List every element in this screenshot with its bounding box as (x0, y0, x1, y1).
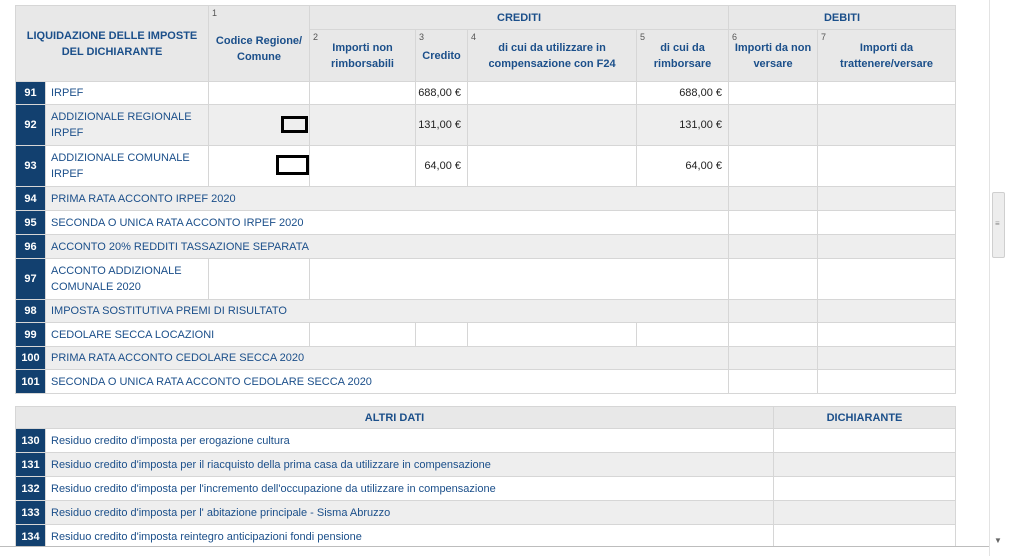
rimborsare-cell[interactable]: 688,00 € (637, 82, 729, 105)
table-row (16, 187, 956, 211)
row-label: ACCONTO ADDIZIONALE COMUNALE 2020 (46, 259, 209, 300)
trattenere-cell[interactable] (818, 347, 956, 370)
row-number: 132 (16, 477, 46, 501)
non-versare-cell[interactable] (729, 347, 818, 370)
row-number: 99 (16, 323, 46, 347)
table-row (16, 235, 956, 259)
row-label: ACCONTO 20% REDDITI TASSAZIONE SEPARATA (46, 235, 729, 259)
row-label: Residuo credito d'imposta per l'incremento dell'occupazione da utilizzare in compensazione (46, 477, 774, 501)
row-label: Residuo credito d'imposta reintegro anticipazioni fondi pensione (46, 525, 774, 549)
window-bottom-edge (0, 546, 989, 557)
vertical-scrollbar[interactable] (989, 0, 1007, 556)
table-row (16, 429, 956, 453)
row-number: 92 (16, 105, 46, 146)
redacted-box (281, 116, 308, 133)
col-header-rimborsare: 5 di cui da rimborsare (637, 30, 729, 82)
row-number: 98 (16, 300, 46, 323)
rimborsare-cell[interactable] (637, 323, 729, 347)
compensazione-cell[interactable] (468, 146, 637, 187)
dichiarante-cell[interactable] (774, 429, 956, 453)
row-number: 95 (16, 211, 46, 235)
credito-cell[interactable]: 688,00 € (416, 82, 468, 105)
trattenere-cell[interactable] (818, 187, 956, 211)
trattenere-cell[interactable] (818, 235, 956, 259)
non-versare-cell[interactable] (729, 323, 818, 347)
row-number: 130 (16, 429, 46, 453)
credito-cell[interactable]: 131,00 € (416, 105, 468, 146)
non-versare-cell[interactable] (729, 82, 818, 105)
col-header-credito: 3 Credito (416, 30, 468, 82)
liquidazione-title: LIQUIDAZIONE DELLE IMPOSTE DEL DICHIARANTE (16, 6, 209, 82)
row-number: 96 (16, 235, 46, 259)
row-label: Residuo credito d'imposta per il riacquisto della prima casa da utilizzare in compensazione (46, 453, 774, 477)
row-number: 94 (16, 187, 46, 211)
row-number: 91 (16, 82, 46, 105)
trattenere-cell[interactable] (818, 211, 956, 235)
col-header-compensazione: 4 di cui da utilizzare in compensazione con F24 (468, 30, 637, 82)
table-row (16, 453, 956, 477)
non-versare-cell[interactable] (729, 259, 818, 300)
trattenere-cell[interactable] (818, 323, 956, 347)
row-label: PRIMA RATA ACCONTO IRPEF 2020 (46, 187, 729, 211)
row-label: PRIMA RATA ACCONTO CEDOLARE SECCA 2020 (46, 347, 729, 370)
non-versare-cell[interactable] (729, 235, 818, 259)
table-row (16, 347, 956, 370)
debiti-header: DEBITI (729, 6, 956, 30)
row-number: 93 (16, 146, 46, 187)
trattenere-cell[interactable] (818, 300, 956, 323)
table-row (16, 82, 956, 105)
rimborsare-cell[interactable]: 64,00 € (637, 146, 729, 187)
liquidazione-table (15, 5, 956, 394)
table-row (16, 146, 956, 187)
codice-cell[interactable] (209, 105, 310, 146)
codice-cell[interactable] (209, 82, 310, 105)
row-number: 134 (16, 525, 46, 549)
compensazione-cell[interactable] (468, 82, 637, 105)
empty-cell (310, 259, 729, 300)
credito-cell[interactable]: 64,00 € (416, 146, 468, 187)
trattenere-cell[interactable] (818, 146, 956, 187)
credito-cell[interactable] (416, 323, 468, 347)
table-row (16, 370, 956, 394)
col-header-codice: 1 Codice Regione/ Comune (209, 6, 310, 82)
col-header-importi-non-rimborsabili: 2 Importi non rimborsabili (310, 30, 416, 82)
crediti-header: CREDITI (310, 6, 729, 30)
dichiarante-cell[interactable] (774, 477, 956, 501)
col-header-trattenere: 7 Importi da trattenere/versare (818, 30, 956, 82)
rimborsare-cell[interactable]: 131,00 € (637, 105, 729, 146)
row-number: 97 (16, 259, 46, 300)
dichiarante-cell[interactable] (774, 501, 956, 525)
table-row (16, 477, 956, 501)
row-number: 133 (16, 501, 46, 525)
importi-non-rimborsabili-cell[interactable] (310, 105, 416, 146)
importi-non-rimborsabili-cell[interactable] (310, 323, 416, 347)
table-row (16, 501, 956, 525)
row-label: SECONDA O UNICA RATA ACCONTO CEDOLARE SECCA 2020 (46, 370, 729, 394)
table-row (16, 323, 956, 347)
non-versare-cell[interactable] (729, 105, 818, 146)
grip-icon: ≡ (995, 219, 1000, 228)
col-header-non-versare: 6 Importi da non versare (729, 30, 818, 82)
row-number: 131 (16, 453, 46, 477)
non-versare-cell[interactable] (729, 187, 818, 211)
trattenere-cell[interactable] (818, 259, 956, 300)
row-label: CEDOLARE SECCA LOCAZIONI (46, 323, 310, 347)
codice-cell[interactable] (209, 259, 310, 300)
table-row (16, 105, 956, 146)
non-versare-cell[interactable] (729, 211, 818, 235)
row-label: Residuo credito d'imposta per erogazione cultura (46, 429, 774, 453)
redacted-box (276, 155, 309, 175)
table-row (16, 211, 956, 235)
importi-non-rimborsabili-cell[interactable] (310, 146, 416, 187)
compensazione-cell[interactable] (468, 323, 637, 347)
table-row (16, 525, 956, 549)
scrollbar-thumb[interactable] (992, 192, 1005, 258)
row-label: Residuo credito d'imposta per l' abitazione principale - Sisma Abruzzo (46, 501, 774, 525)
table-row (16, 300, 956, 323)
row-number: 101 (16, 370, 46, 394)
dichiarante-cell[interactable] (774, 453, 956, 477)
non-versare-cell[interactable] (729, 146, 818, 187)
row-label: IMPOSTA SOSTITUTIVA PREMI DI RISULTATO (46, 300, 729, 323)
row-label: IRPEF (46, 82, 209, 105)
trattenere-cell[interactable] (818, 82, 956, 105)
codice-cell[interactable] (209, 146, 310, 187)
row-number: 100 (16, 347, 46, 370)
non-versare-cell[interactable] (729, 370, 818, 394)
altri-dati-header: ALTRI DATI (16, 407, 774, 429)
trattenere-cell[interactable] (818, 105, 956, 146)
importi-non-rimborsabili-cell[interactable] (310, 82, 416, 105)
non-versare-cell[interactable] (729, 300, 818, 323)
dichiarante-cell[interactable] (774, 525, 956, 549)
altri-dati-table (15, 406, 956, 549)
row-label: SECONDA O UNICA RATA ACCONTO IRPEF 2020 (46, 211, 729, 235)
row-label: ADDIZIONALE COMUNALE IRPEF (46, 146, 209, 187)
scroll-down-arrow-icon[interactable]: ▼ (994, 536, 1002, 545)
trattenere-cell[interactable] (818, 370, 956, 394)
row-label: ADDIZIONALE REGIONALE IRPEF (46, 105, 209, 146)
dichiarante-header: DICHIARANTE (774, 407, 956, 429)
table-row (16, 259, 956, 300)
compensazione-cell[interactable] (468, 105, 637, 146)
